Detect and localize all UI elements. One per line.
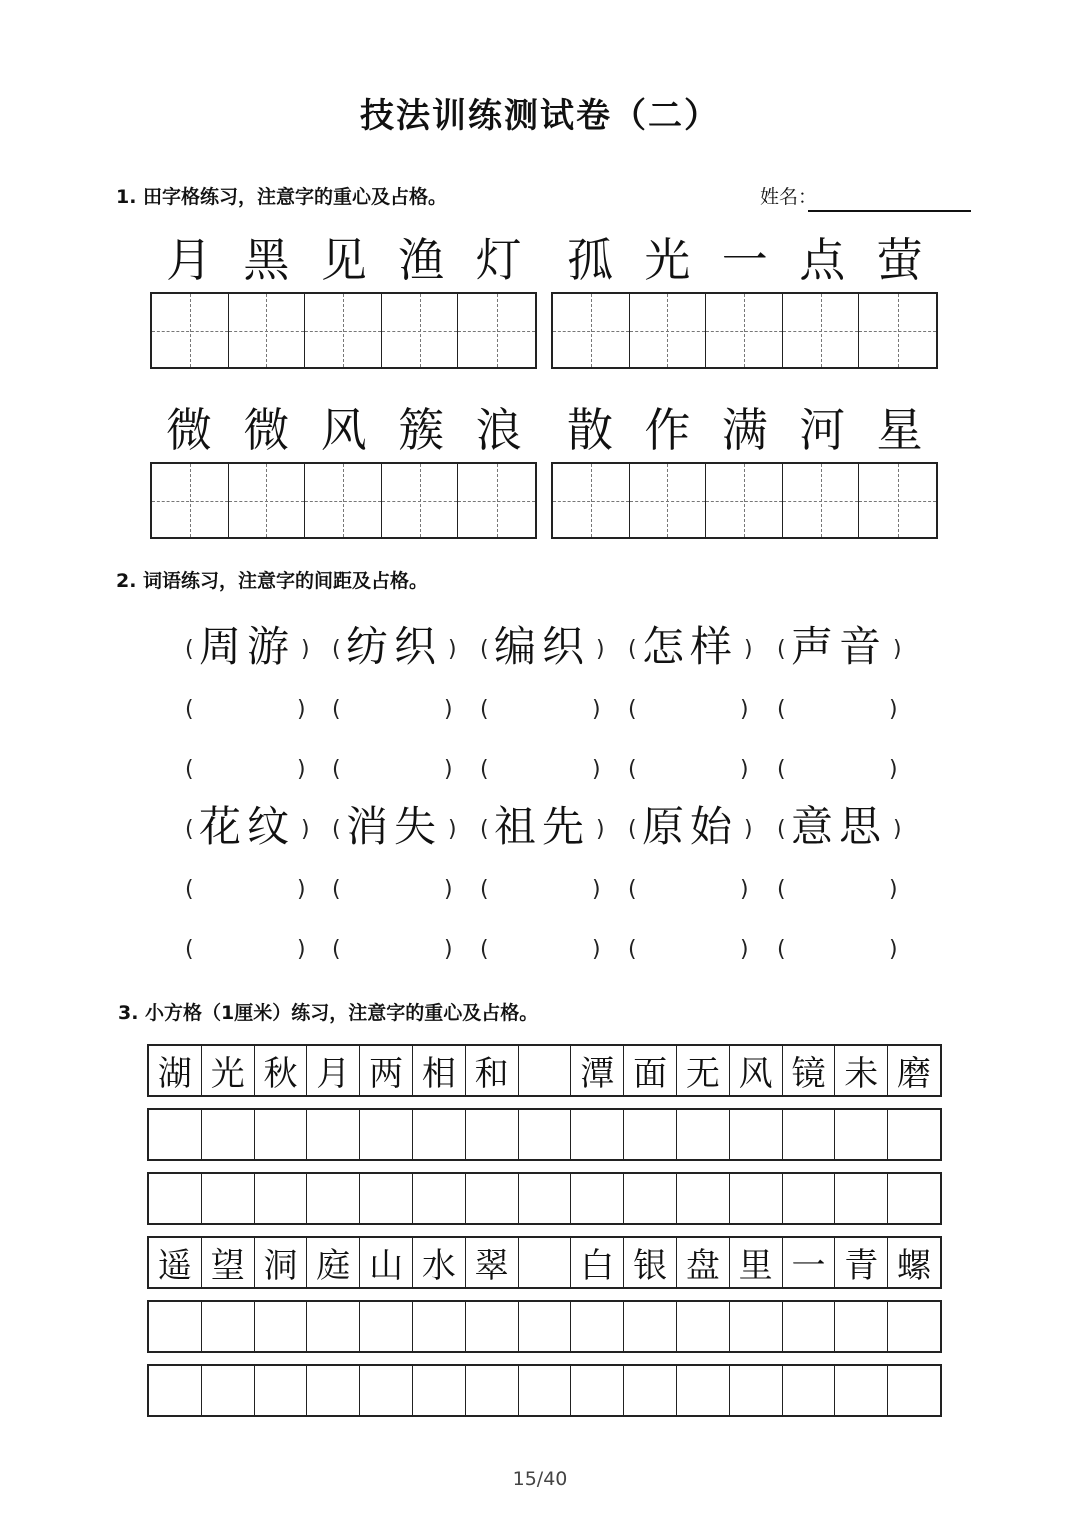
open-paren: (	[332, 937, 341, 962]
model-word: 声音	[791, 622, 888, 671]
square-cell[interactable]	[730, 1366, 783, 1415]
square-cell[interactable]	[888, 1302, 940, 1351]
square-cell: 里	[730, 1238, 783, 1287]
square-cell[interactable]	[677, 1366, 730, 1415]
open-paren: (	[480, 877, 489, 902]
page-number: 15/40	[512, 1468, 568, 1490]
open-paren: (	[628, 817, 637, 842]
word-answer-blank[interactable]	[791, 872, 891, 908]
model-character: 满	[721, 403, 768, 457]
close-paren: )	[297, 697, 306, 722]
model-word: 消失	[346, 802, 443, 851]
tianzi-cell[interactable]	[859, 294, 936, 367]
square-cell: 水	[413, 1238, 466, 1287]
open-paren: (	[628, 697, 637, 722]
square-cell[interactable]	[149, 1110, 202, 1159]
square-cell[interactable]	[202, 1366, 255, 1415]
word-answer-blank[interactable]	[642, 872, 742, 908]
tianzi-cell[interactable]	[630, 294, 707, 367]
open-paren: (	[480, 817, 489, 842]
word-answer-blank[interactable]	[199, 692, 299, 728]
square-cell[interactable]	[413, 1174, 466, 1223]
model-word: 原始	[642, 802, 739, 851]
word-answer-blank[interactable]	[199, 752, 299, 788]
square-cell[interactable]	[413, 1366, 466, 1415]
open-paren: (	[480, 757, 489, 782]
square-cell[interactable]	[888, 1174, 940, 1223]
open-paren: (	[777, 937, 786, 962]
model-word: 怎样	[642, 622, 739, 671]
model-character: 微	[166, 403, 212, 457]
close-paren: )	[444, 877, 453, 902]
square-cell: 湖	[149, 1046, 202, 1095]
close-paren: )	[740, 697, 749, 722]
square-cell[interactable]	[466, 1366, 519, 1415]
model-word: 周游	[199, 622, 296, 671]
square-cell[interactable]	[519, 1110, 572, 1159]
open-paren: (	[185, 697, 194, 722]
word-answer-blank[interactable]	[199, 872, 299, 908]
model-character: 见	[320, 233, 367, 287]
word-answer-blank[interactable]	[791, 932, 891, 968]
square-cell[interactable]	[730, 1110, 783, 1159]
square-cell: 银	[624, 1238, 677, 1287]
square-cell[interactable]	[624, 1366, 677, 1415]
close-paren: )	[592, 757, 601, 782]
square-cell: 洞	[255, 1238, 308, 1287]
practice-square-row	[147, 1364, 942, 1417]
square-cell: 青	[835, 1238, 888, 1287]
model-character: 作	[644, 403, 691, 457]
tianzi-cell[interactable]	[382, 464, 459, 537]
model-square-row	[147, 1044, 942, 1097]
square-cell[interactable]	[202, 1110, 255, 1159]
page-title: 技法训练测试卷（二）	[360, 96, 720, 136]
practice-square-row	[147, 1108, 942, 1161]
square-cell[interactable]	[624, 1174, 677, 1223]
name-input-line[interactable]	[808, 210, 971, 212]
tianzi-cell[interactable]	[152, 464, 229, 537]
model-character: 孤	[567, 233, 613, 287]
square-cell: 翠	[466, 1238, 519, 1287]
square-cell[interactable]	[202, 1302, 255, 1351]
tianzi-cell[interactable]	[229, 294, 306, 367]
close-paren: )	[297, 937, 306, 962]
close-paren: )	[889, 697, 898, 722]
word-answer-blank[interactable]	[642, 752, 742, 788]
square-cell[interactable]	[835, 1110, 888, 1159]
close-paren: )	[893, 637, 902, 662]
open-paren: (	[185, 877, 194, 902]
square-cell[interactable]	[730, 1174, 783, 1223]
tianzi-cell[interactable]	[553, 464, 630, 537]
practice-square-row	[147, 1300, 942, 1353]
square-cell[interactable]	[360, 1174, 413, 1223]
model-character: 散	[567, 403, 613, 457]
section1-heading: 1. 田字格练习，注意字的重心及占格。	[116, 186, 448, 208]
close-paren: )	[592, 877, 601, 902]
open-paren: (	[480, 697, 489, 722]
close-paren: )	[448, 817, 457, 842]
square-cell[interactable]	[255, 1174, 308, 1223]
word-answer-blank[interactable]	[642, 932, 742, 968]
square-cell[interactable]	[783, 1110, 836, 1159]
word-answer-blank[interactable]	[494, 872, 594, 908]
tianzi-cell[interactable]	[783, 294, 860, 367]
square-cell[interactable]	[466, 1174, 519, 1223]
open-paren: (	[185, 937, 194, 962]
square-cell[interactable]	[466, 1302, 519, 1351]
close-paren: )	[301, 637, 310, 662]
model-character: 风	[320, 403, 367, 457]
close-paren: )	[444, 937, 453, 962]
square-cell[interactable]	[519, 1302, 572, 1351]
square-cell[interactable]	[677, 1174, 730, 1223]
open-paren: (	[777, 697, 786, 722]
tianzi-cell[interactable]	[382, 294, 459, 367]
close-paren: )	[889, 757, 898, 782]
close-paren: )	[740, 877, 749, 902]
square-cell[interactable]	[413, 1302, 466, 1351]
model-character: 星	[876, 403, 923, 457]
square-cell[interactable]	[360, 1366, 413, 1415]
model-word: 编织	[494, 622, 591, 671]
practice-square-row	[147, 1172, 942, 1225]
square-cell: 一	[783, 1238, 836, 1287]
close-paren: )	[297, 757, 306, 782]
square-cell[interactable]	[677, 1302, 730, 1351]
square-cell[interactable]	[307, 1110, 360, 1159]
word-answer-blank[interactable]	[791, 752, 891, 788]
square-cell[interactable]	[571, 1110, 624, 1159]
close-paren: )	[744, 637, 753, 662]
square-cell[interactable]	[783, 1366, 836, 1415]
model-word: 花纹	[199, 802, 296, 851]
model-word: 纺织	[346, 622, 443, 671]
square-cell: 望	[202, 1238, 255, 1287]
square-cell[interactable]	[783, 1174, 836, 1223]
square-cell: 月	[307, 1046, 360, 1095]
word-answer-blank[interactable]	[494, 932, 594, 968]
open-paren: (	[777, 877, 786, 902]
open-paren: (	[185, 757, 194, 782]
square-cell[interactable]	[888, 1366, 940, 1415]
square-cell: 两	[360, 1046, 413, 1095]
square-cell: 未	[835, 1046, 888, 1095]
square-cell: 面	[624, 1046, 677, 1095]
open-paren: (	[332, 877, 341, 902]
square-cell[interactable]	[255, 1302, 308, 1351]
square-cell[interactable]	[571, 1366, 624, 1415]
open-paren: (	[185, 817, 194, 842]
close-paren: )	[444, 697, 453, 722]
open-paren: (	[628, 757, 637, 782]
word-answer-blank[interactable]	[346, 752, 446, 788]
word-answer-blank[interactable]	[494, 752, 594, 788]
model-word: 祖先	[494, 802, 591, 851]
square-cell[interactable]	[624, 1110, 677, 1159]
tianzi-cell[interactable]	[706, 294, 783, 367]
open-paren: (	[777, 637, 786, 662]
square-cell[interactable]	[677, 1110, 730, 1159]
square-cell[interactable]	[255, 1366, 308, 1415]
square-cell[interactable]	[307, 1366, 360, 1415]
close-paren: )	[448, 637, 457, 662]
square-cell[interactable]	[519, 1366, 572, 1415]
word-answer-blank[interactable]	[642, 692, 742, 728]
close-paren: )	[596, 637, 605, 662]
tianzi-cell[interactable]	[305, 294, 382, 367]
model-character: 点	[799, 233, 846, 287]
square-cell: 螺	[897, 1246, 932, 1286]
model-character: 光	[644, 233, 691, 287]
square-cell[interactable]	[624, 1302, 677, 1351]
close-paren: )	[297, 877, 306, 902]
close-paren: )	[592, 697, 601, 722]
close-paren: )	[744, 817, 753, 842]
open-paren: (	[628, 937, 637, 962]
square-cell: 和	[466, 1046, 519, 1095]
close-paren: )	[889, 937, 898, 962]
open-paren: (	[777, 757, 786, 782]
section2-heading: 2. 词语练习，注意字的间距及占格。	[116, 570, 429, 592]
square-cell: 庭	[307, 1238, 360, 1287]
section3-heading: 3. 小方格（1厘米）练习，注意字的重心及占格。	[118, 1002, 539, 1024]
square-cell: 相	[413, 1046, 466, 1095]
square-cell[interactable]	[571, 1302, 624, 1351]
word-answer-blank[interactable]	[346, 932, 446, 968]
square-cell	[519, 1238, 572, 1287]
square-cell[interactable]	[571, 1174, 624, 1223]
model-character: 黑	[243, 233, 290, 287]
open-paren: (	[185, 637, 194, 662]
model-word: 意思	[791, 802, 888, 851]
square-cell[interactable]	[149, 1174, 202, 1223]
close-paren: )	[301, 817, 310, 842]
square-cell[interactable]	[413, 1110, 466, 1159]
close-paren: )	[596, 817, 605, 842]
close-paren: )	[444, 757, 453, 782]
tianzi-group	[150, 462, 537, 539]
close-paren: )	[740, 757, 749, 782]
tianzi-cell[interactable]	[458, 294, 535, 367]
tianzi-cell[interactable]	[630, 464, 707, 537]
tianzi-cell[interactable]	[859, 464, 936, 537]
square-cell: 潭	[571, 1046, 624, 1095]
tianzi-cell[interactable]	[553, 294, 630, 367]
square-cell: 光	[202, 1046, 255, 1095]
open-paren: (	[628, 637, 637, 662]
open-paren: (	[332, 757, 341, 782]
square-cell[interactable]	[202, 1174, 255, 1223]
open-paren: (	[480, 937, 489, 962]
open-paren: (	[332, 697, 341, 722]
tianzi-group	[551, 292, 938, 369]
square-cell[interactable]	[360, 1302, 413, 1351]
word-answer-blank[interactable]	[494, 692, 594, 728]
tianzi-cell[interactable]	[783, 464, 860, 537]
square-cell[interactable]	[307, 1174, 360, 1223]
open-paren: (	[332, 637, 341, 662]
word-answer-blank[interactable]	[346, 692, 446, 728]
close-paren: )	[893, 817, 902, 842]
square-cell: 盘	[677, 1238, 730, 1287]
square-cell[interactable]	[519, 1174, 572, 1223]
tianzi-cell[interactable]	[458, 464, 535, 537]
tianzi-cell[interactable]	[305, 464, 382, 537]
close-paren: )	[889, 877, 898, 902]
model-character: 河	[799, 403, 846, 457]
close-paren: )	[740, 937, 749, 962]
square-cell[interactable]	[730, 1302, 783, 1351]
tianzi-cell[interactable]	[706, 464, 783, 537]
model-character: 月	[166, 233, 212, 287]
square-cell: 风	[730, 1046, 783, 1095]
square-cell[interactable]	[835, 1174, 888, 1223]
square-cell[interactable]	[149, 1366, 202, 1415]
model-character: 渔	[398, 233, 445, 287]
open-paren: (	[777, 817, 786, 842]
tianzi-cell[interactable]	[229, 464, 306, 537]
square-cell: 山	[360, 1238, 413, 1287]
square-cell	[519, 1046, 572, 1095]
square-cell[interactable]	[835, 1302, 888, 1351]
close-paren: )	[592, 937, 601, 962]
square-cell[interactable]	[360, 1110, 413, 1159]
open-paren: (	[628, 877, 637, 902]
square-cell: 磨	[897, 1054, 932, 1094]
square-cell[interactable]	[888, 1110, 940, 1159]
word-answer-blank[interactable]	[346, 872, 446, 908]
model-character: 一	[721, 233, 768, 287]
model-character: 簇	[398, 403, 445, 457]
square-cell: 秋	[255, 1046, 308, 1095]
open-paren: (	[332, 817, 341, 842]
square-cell[interactable]	[783, 1302, 836, 1351]
tianzi-cell[interactable]	[152, 294, 229, 367]
square-cell[interactable]	[307, 1302, 360, 1351]
square-cell: 遥	[149, 1238, 202, 1287]
square-cell: 无	[677, 1046, 730, 1095]
model-character: 浪	[475, 403, 522, 457]
model-character: 萤	[876, 233, 923, 287]
open-paren: (	[480, 637, 489, 662]
name-label: 姓名：	[760, 186, 818, 208]
model-character: 灯	[475, 233, 522, 287]
square-cell[interactable]	[255, 1110, 308, 1159]
square-cell: 白	[571, 1238, 624, 1287]
tianzi-group	[551, 462, 938, 539]
square-cell[interactable]	[466, 1110, 519, 1159]
square-cell[interactable]	[149, 1302, 202, 1351]
tianzi-group	[150, 292, 537, 369]
model-square-row	[147, 1236, 942, 1289]
word-answer-blank[interactable]	[791, 692, 891, 728]
model-character: 微	[243, 403, 290, 457]
square-cell[interactable]	[835, 1366, 888, 1415]
square-cell: 镜	[783, 1046, 836, 1095]
word-answer-blank[interactable]	[199, 932, 299, 968]
